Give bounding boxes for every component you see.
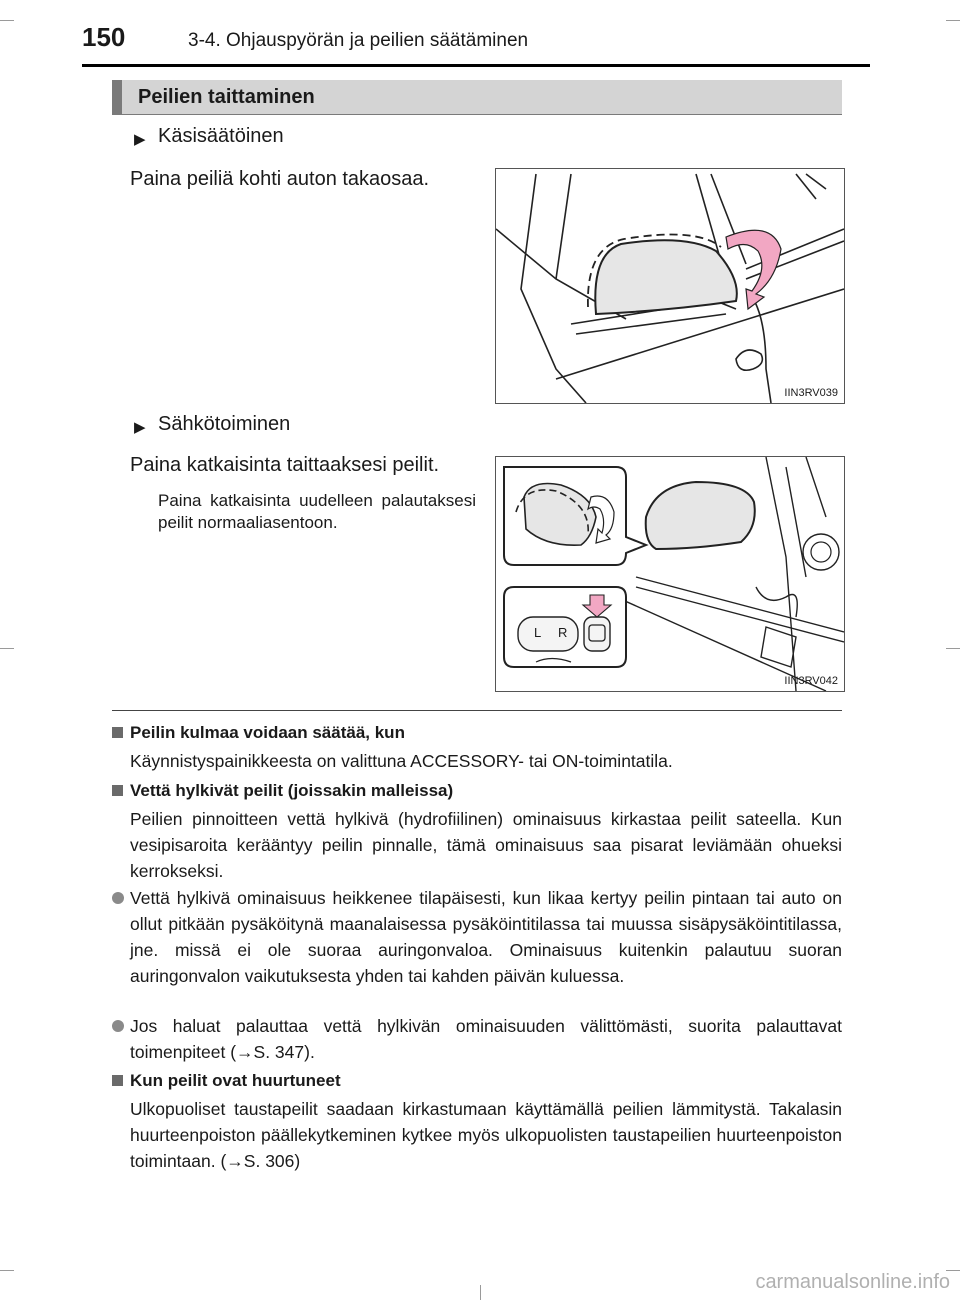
note-heading-text: Kun peilit ovat huurtuneet <box>130 1071 341 1090</box>
note-text: Ulkopuoliset taustapeilit saadaan kirkastumaan käyttämällä peilien lämmitystä. Takalasin huurteenpoiston päällekytkeminen kytkee myös ulkopuolisten taustapeilien huurteenpoiston toimintaan. (→S. 306) <box>130 1099 842 1171</box>
triangle-right-icon: ▶ <box>134 131 146 148</box>
note-heading-text: Peilin kulmaa voidaan säätää, kun <box>130 723 405 742</box>
note-bullet: Vettä hylkivä ominaisuus heikkenee tilapäisesti, kun likaa kertyy peilin pintaan tai auto on ollut pitkään pysäköitynä maanalaisessa pysäköintitilassa tai muussa sisäpysäköintitilassa, jne. missä ei ole suoraa auringonvaloa. Ominaisuus kuitenkin palautuu suoran auringonvalon vaikutuksesta yhden tai kahden päivän kuluessa. <box>130 888 842 986</box>
electric-mirror-figure <box>495 456 845 692</box>
mirror-switch-illustration <box>496 457 844 691</box>
note-heading <box>112 781 453 801</box>
electric-heading: Sähkötoiminen <box>158 413 291 435</box>
electric-note: Paina katkaisinta uudelleen palautaksesi peilit normaaliasentoon. <box>158 491 476 532</box>
manual-instruction: Paina peiliä kohti auton takaosaa. <box>130 168 430 190</box>
triangle-right-icon: ▶ <box>134 419 146 436</box>
crop-mark <box>0 20 14 21</box>
crop-mark <box>0 648 14 649</box>
switch-left-label: L <box>534 625 542 640</box>
circle-icon <box>112 892 124 904</box>
header-rule <box>82 64 870 67</box>
square-icon <box>112 785 123 796</box>
note-heading-text: Vettä hylkivät peilit (joissakin malleissa) <box>130 781 454 800</box>
crop-mark <box>946 20 960 21</box>
watermark: carmanualsonline.info <box>755 1271 950 1293</box>
electric-figure-label: IIN3RV042 <box>784 675 838 687</box>
manual-mirror-figure <box>495 168 845 404</box>
section-rule <box>112 114 842 115</box>
crop-mark <box>0 1270 14 1271</box>
manual-figure-label: IIN3RV039 <box>784 387 838 399</box>
note-text: Käynnistyspainikkeesta on valittuna ACCESSORY- tai ON-toimintatila. <box>130 751 673 771</box>
square-icon <box>112 1075 123 1086</box>
crop-mark <box>480 1285 481 1300</box>
electric-instruction: Paina katkaisinta taittaaksesi peilit. <box>130 454 440 476</box>
section-header <box>112 80 842 114</box>
manual-heading: Käsisäätöinen <box>158 125 284 147</box>
crop-mark <box>946 648 960 649</box>
section-tab <box>112 80 122 114</box>
square-icon <box>112 727 123 738</box>
chapter-title: 3-4. Ohjauspyörän ja peilien säätäminen <box>188 30 529 51</box>
circle-icon <box>112 1020 124 1032</box>
section-divider <box>112 710 842 711</box>
section-title: Peilien taittaminen <box>138 86 315 108</box>
note-bullet: Jos haluat palauttaa vettä hylkivän ominaisuuden välittömästi, suorita palauttavat toimenpiteet (→S. 347). <box>130 1016 842 1062</box>
note-heading <box>112 723 405 743</box>
note-heading <box>112 1071 341 1091</box>
mirror-fold-illustration <box>496 169 844 403</box>
note-text: Peilien pinnoitteen vettä hylkivä (hydrofiilinen) ominaisuus kirkastaa peilit sateella. Kun vesipisaroita kerääntyy peilin pinnalle, tämä ominaisuus saa pisarat leviämään ohueksi kerrokseksi. <box>130 809 842 881</box>
switch-right-label: R <box>558 625 568 640</box>
page-number: 150 <box>82 22 126 52</box>
